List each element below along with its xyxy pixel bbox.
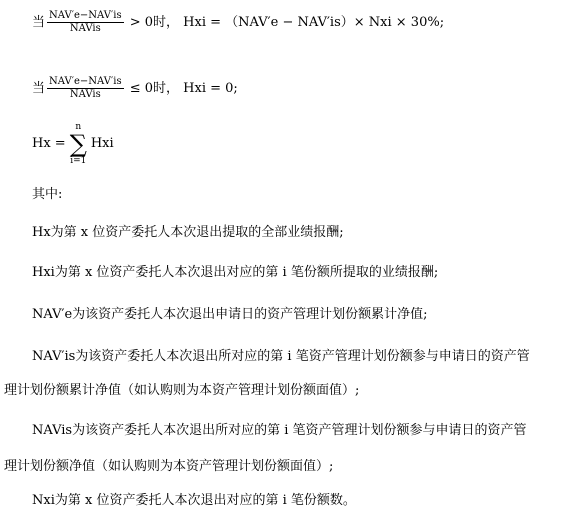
definition-nxi: Nxi为第 x 位资产委托人本次退出对应的第 i 笔份额数。 (32, 493, 356, 508)
formula-1-numerator: NAV′e−NAV′is (49, 10, 122, 21)
definition-nav-is-line1: NAVis为该资产委托人本次退出所对应的第 i 笔资产管理计划份额参与申请日的资产管 (32, 423, 527, 438)
formula-2-condition: ≤ 0时， (129, 81, 180, 96)
definition-nav-is-prime-line2: 理计划份额累计净值（如认购则为本资产管理计划份额面值）; (4, 383, 360, 398)
formula-2 (32, 76, 238, 101)
definition-nav-is-line2: 理计划份额净值（如认购则为本资产管理计划份额面值）; (4, 459, 334, 474)
where-label: 其中: (32, 187, 63, 202)
formula-1-denominator: NAVis (69, 23, 101, 34)
formula-2-numerator: NAV′e−NAV′is (49, 76, 122, 87)
formula-1-rhs: （NAV′e − NAV′is）× Nxi × 30%; (225, 15, 445, 30)
formula-3 (32, 122, 114, 166)
formula-2-lead: 当 (32, 81, 46, 96)
sigma-glyph: ∑ (69, 130, 87, 158)
definition-nav-is-prime-line1: NAV′is为该资产委托人本次退出所对应的第 i 笔资产管理计划份额参与申请日的资产管 (32, 349, 530, 364)
definition-nav-e: NAV′e为该资产委托人本次退出申请日的资产管理计划份额累计净值; (32, 307, 428, 322)
formula-2-rhs: Hxi = 0; (183, 81, 238, 96)
formula-1-fraction (47, 10, 124, 35)
summation-symbol (70, 122, 87, 166)
formula-2-denominator: NAVis (69, 89, 101, 100)
summation-lower-limit: i=1 (70, 156, 87, 166)
definition-hxi: Hxi为第 x 位资产委托人本次退出对应的第 i 笔份额所提取的业绩报酬; (32, 265, 439, 280)
formula-1-condition: > 0时， (129, 15, 180, 30)
formula-3-lhs: Hx = (32, 136, 66, 151)
formula-1-lead: 当 (32, 15, 46, 30)
formula-1 (32, 10, 444, 35)
formula-2-fraction (47, 76, 124, 101)
formula-1-lhs: Hxi = (183, 15, 222, 30)
formula-3-term: Hxi (90, 136, 114, 151)
definition-hx: Hx为第 x 位资产委托人本次退出提取的全部业绩报酬; (32, 225, 344, 240)
summation-upper-limit: n (75, 122, 82, 132)
